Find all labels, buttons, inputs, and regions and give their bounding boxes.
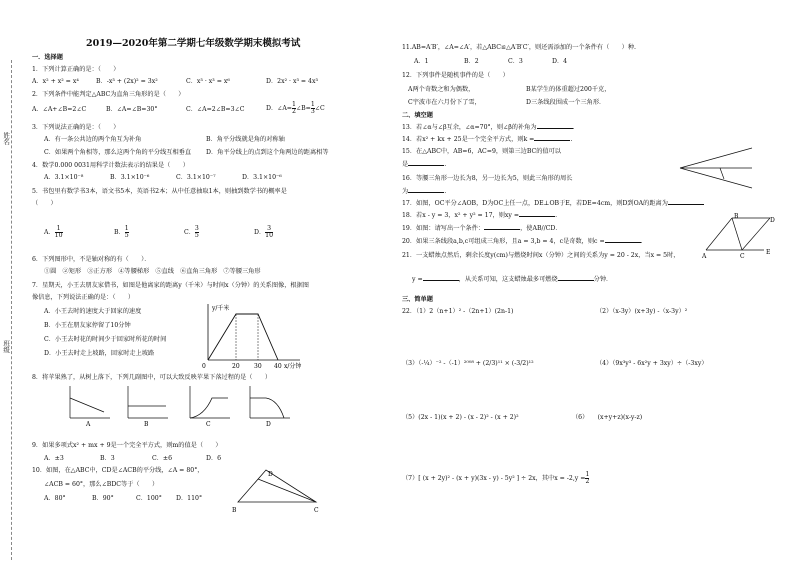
q22-2: （2）（x-3y）(x+3y) -（x-3y）² bbox=[596, 308, 688, 315]
q16: 16．等腰三角形一边长为8，另一边长为5，则此三角形的周长 bbox=[402, 175, 573, 182]
q4: 4．数学0.000 0031用科学计数法表示的结果是（ ） bbox=[32, 162, 189, 169]
q17: 17．如图，OC平分∠AOB，D为OC上任一点，DE⊥OB于E，若DE=4cm，则D到OA的距离为 bbox=[402, 200, 704, 208]
class-label: 班级 bbox=[2, 340, 11, 353]
q3-opt-d: D．角平分线上的点到这个角两边的距离相等 bbox=[206, 149, 329, 156]
q7-tick-20: 20 bbox=[232, 363, 240, 370]
q8-graph-a bbox=[64, 384, 112, 428]
q10-triangle-figure bbox=[230, 466, 330, 516]
q2-opt-d: D．∠A= $\frac{1}{2}$ ∠B= $\frac{1}{3}$ ∠C bbox=[266, 101, 325, 116]
q6: 6．下列图形中，不是轴对称的有（ ）． bbox=[32, 256, 151, 263]
q9-opt-d: D．6 bbox=[206, 455, 222, 462]
q6-list: ①圆 ②矩形 ③正方形 ④等腰梯形 ⑤直线 ⑥直角三角形 ⑦等腰三角形 bbox=[44, 268, 261, 275]
q19-parallel-figure bbox=[700, 210, 780, 260]
q12: 12．下列事件是随机事件的是（ ） bbox=[402, 72, 509, 79]
q11-opt-c: C．3 bbox=[508, 58, 523, 65]
q8-label-b: B bbox=[144, 421, 149, 428]
q12-opt-b: B某学生的体重超过200千克， bbox=[526, 86, 611, 93]
q3-opt-a: A．有一条公共边的两个角互为补角 bbox=[44, 136, 142, 143]
q3-opt-b: B．角平分线就是角的对称轴 bbox=[206, 136, 285, 143]
q22-5: （5）(2x - 1)(x + 2) - (x - 2)² - (x + 2)² bbox=[402, 414, 519, 421]
q5: 5．书包里有数学书3本，语文书5本，英语书2本；从中任意抽取1本，则抽到数学书的概率是 bbox=[32, 188, 287, 195]
q11-opt-d: D．4 bbox=[552, 58, 568, 65]
q9-opt-c: C．±6 bbox=[152, 455, 173, 462]
q5-opt-d: D． $\frac{3}{10}$ bbox=[254, 225, 274, 240]
q10-opt-c: C．100° bbox=[136, 495, 162, 502]
q16-line2: 为 . bbox=[402, 188, 447, 195]
q11: 11.AB=A′B′，∠A=∠A′，若△ABC≌△A′B′C′，则还需添加的一个条件有（ ）种. bbox=[402, 44, 637, 51]
q7-line2: 像信息，下列说法正确的是：（ ） bbox=[32, 294, 135, 301]
q20: 20．如果三条线段a,b,c可组成三角形，且a = 3,b = 4，c是奇数，则c = . bbox=[402, 238, 643, 245]
q2: 2．下列条件中能判定△ABC为直角三角形的是（ ） bbox=[32, 91, 185, 98]
q2-opt-b: B．∠A=∠B=30° bbox=[106, 106, 158, 113]
q7-tick-40: 40 bbox=[274, 363, 282, 370]
q9: 9．如果多项式x² + mx + 9是一个完全平方式，则m的值是（ ） bbox=[32, 442, 222, 449]
q14: 14．若x² + kx + 25是一个完全平方式，则k = . bbox=[402, 136, 573, 143]
q22-7: （7）[ (x + 2y)² - (x + y)(3x - y) - 5y² ] ÷ 2x，其中x = -2,y = $\frac{1}{2}$ bbox=[402, 471, 590, 486]
q22-6: （6） (x+y+z)(x-y-z) bbox=[572, 414, 643, 421]
q7-opt-b: B．小王在朋友家停留了10分钟 bbox=[44, 322, 131, 329]
section-fill: 二、填空题 bbox=[402, 112, 433, 119]
q13: 13．若∠α与∠β互余，∠α=70°，则∠β的补角为 . bbox=[402, 124, 575, 131]
q1-opt-a: A．x² + x² = x⁴ bbox=[32, 78, 79, 85]
q4-opt-c: C．3.1×10⁻⁷ bbox=[176, 174, 216, 181]
q10-opt-b: B．90° bbox=[92, 495, 114, 502]
q8-graph-d bbox=[244, 384, 292, 428]
q8-graph-c bbox=[184, 384, 232, 428]
q10: 10．如图，在△ABC中，CD是∠ACB的平分线，∠A = 80°， bbox=[32, 467, 204, 474]
q4-opt-d: D．3.1×10⁻⁶ bbox=[242, 174, 282, 181]
q7-origin: 0 bbox=[202, 363, 206, 370]
q1: 1．下列计算正确的是：（ ） bbox=[32, 66, 120, 73]
q10-label-b: B bbox=[232, 507, 237, 514]
q19-label-c: C bbox=[740, 253, 745, 260]
q15: 15．在△ABC中，AB=6，AC=9，则第三边BC的值可以 bbox=[402, 148, 561, 155]
q15-line2: 是 . bbox=[402, 161, 447, 168]
q7-distance-graph bbox=[196, 300, 308, 370]
q11-opt-b: B．2 bbox=[464, 58, 479, 65]
binding-line bbox=[11, 60, 12, 560]
q8-label-d: D bbox=[266, 421, 271, 428]
q12-opt-c: C宇波市在六月份下了雪， bbox=[408, 99, 481, 106]
q5-tail: （ ） bbox=[32, 200, 57, 207]
q2-opt-a: A．∠A+∠B=2∠C bbox=[32, 106, 87, 113]
q12-opt-a: A两个奇数之和为偶数， bbox=[408, 86, 475, 93]
q22-1: 22．（1）2（n+1）² -（2n+1）(2n-1) bbox=[402, 308, 514, 315]
q8: 8．将苹果熟了，从树上落下，下列几副图中，可以大致反映苹果下落过程的是（ ） bbox=[32, 374, 272, 381]
q4-opt-a: A．3.1×10⁻⁸ bbox=[44, 174, 84, 181]
q2-opt-c: C．∠A=2∠B=3∠C bbox=[186, 106, 245, 113]
q22-4: （4）（9x³y³ - 6x²y + 3xy）÷（-3xy） bbox=[596, 360, 708, 367]
q1-opt-d: D．2x² · x³ = 4x³ bbox=[266, 78, 318, 85]
q19: 19．如图：请写出一个条件： ，使AB//CD． bbox=[402, 225, 562, 232]
q11-opt-a: A．1 bbox=[414, 58, 429, 65]
q7-tick-30: 30 bbox=[254, 363, 262, 370]
q8-label-a: A bbox=[86, 421, 91, 428]
q8-label-c: C bbox=[206, 421, 211, 428]
page-title: 2019—2020年第二学期七年级数学期末模拟考试 bbox=[86, 38, 301, 49]
q21-line2: y = ，从关系可知，这支蜡烛最多可燃烧 分钟． bbox=[412, 276, 613, 283]
q10-opt-a: A．80° bbox=[44, 495, 66, 502]
q5-opt-b: B． $\frac{1}{5}$ bbox=[114, 225, 129, 240]
q19-label-e: E bbox=[766, 249, 771, 256]
q5-opt-a: A． $\frac{1}{10}$ bbox=[44, 225, 63, 240]
q1-opt-b: B．-x³ + (2x)² = 3x² bbox=[96, 78, 158, 85]
q7: 7．星期天，小王去朋友家借书，如图是他离家的距离y（千米）与时间x（分钟）的关系图像，根据图 bbox=[32, 282, 309, 289]
q5-opt-c: C． $\frac{3}{5}$ bbox=[184, 225, 199, 240]
q10-label-d: D bbox=[268, 471, 273, 478]
q7-y-label: y/千米 bbox=[212, 305, 230, 312]
q7-opt-c: C．小王去时花的时间少于回家时所花的时间 bbox=[44, 336, 167, 343]
q21: 21．一支蜡烛点然后，剩余长度y(cm)与燃烧时间x（分钟）之间的关系为y = 20 - 2x，当x = 5时， bbox=[402, 252, 680, 259]
q5-options bbox=[44, 226, 324, 239]
q10-line2: ∠ACB = 60°，那么∠BDC等于（ ） bbox=[44, 481, 159, 488]
q7-opt-d: D．小王去时走上坡路，回家时走上坡路 bbox=[44, 350, 155, 357]
name-label: 姓名 bbox=[2, 132, 11, 145]
q18: 18．若x - y = 3，x² + y² = 17，则xy = . bbox=[402, 212, 558, 219]
q19-label-a: A bbox=[702, 253, 707, 260]
q1-opt-c: C．x³ · x³ = x⁶ bbox=[186, 78, 230, 85]
section-solve: 三、简单题 bbox=[402, 296, 433, 303]
q3-opt-c: C．如果两个角相等，那么这两个角的平分线互相垂直 bbox=[44, 149, 192, 156]
q17-angle-figure bbox=[676, 144, 756, 194]
q9-opt-a: A．±3 bbox=[44, 455, 64, 462]
q3: 3．下列说法正确的是：（ ） bbox=[32, 124, 120, 131]
q4-opt-b: B．3.1×10⁻⁶ bbox=[110, 174, 150, 181]
q12-opt-d: D三条线段围成一个三角形． bbox=[526, 99, 606, 106]
q7-x-label: x/分钟 bbox=[284, 363, 302, 370]
q19-label-d: D bbox=[770, 217, 775, 224]
q7-opt-a: A．小王去时的速度大于回家的速度 bbox=[44, 308, 142, 315]
q19-label-b: B bbox=[734, 213, 739, 220]
section-choice: 一．选择题 bbox=[32, 54, 63, 61]
q10-opt-d: D．110° bbox=[176, 495, 203, 502]
q9-opt-b: B．3 bbox=[100, 455, 115, 462]
q22-3: （3）（-¼）⁻² -（-1）²⁰⁰⁸ + (2/3)¹¹ × (-3/2)¹² bbox=[402, 360, 534, 367]
q8-graph-b bbox=[122, 384, 170, 428]
q10-label-c: C bbox=[314, 507, 319, 514]
